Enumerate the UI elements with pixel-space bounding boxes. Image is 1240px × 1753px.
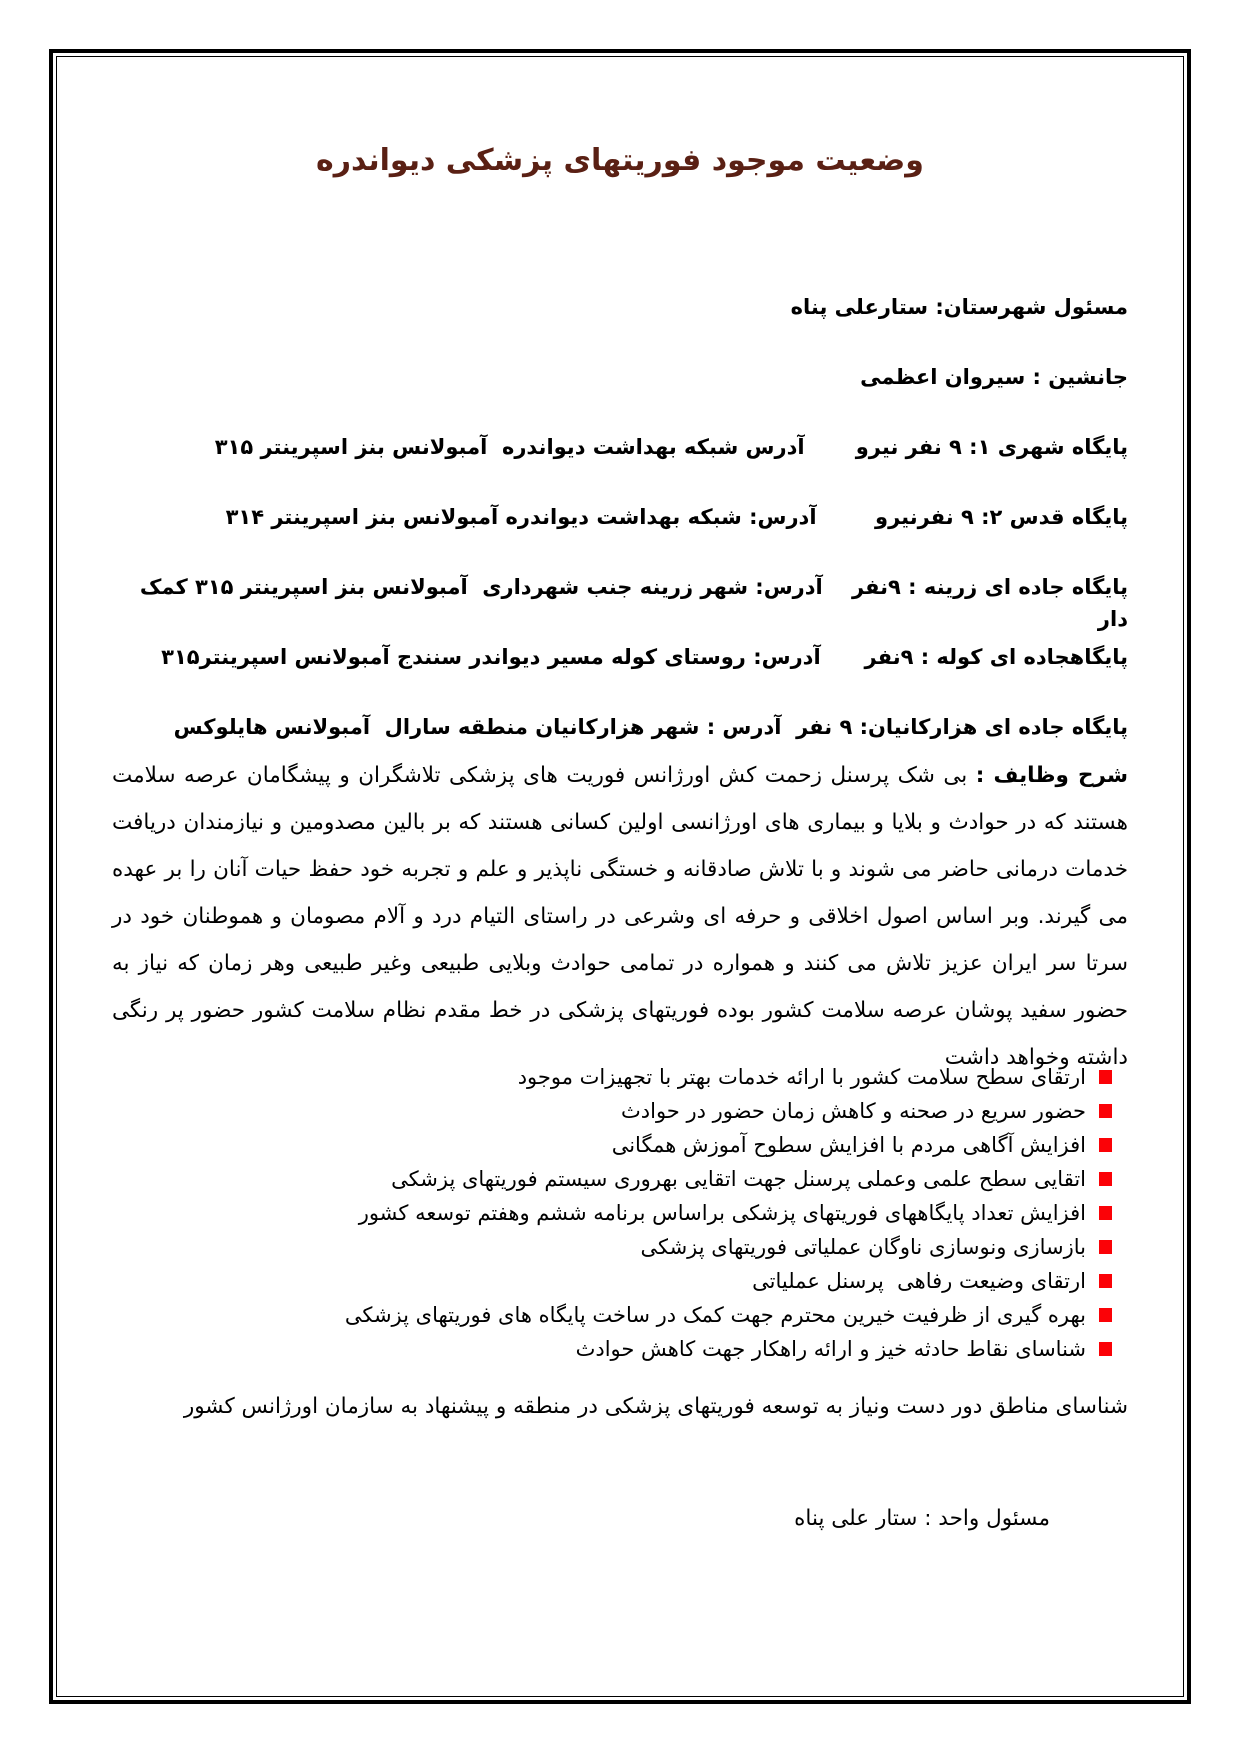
- red-square-bullet-icon: [1099, 1206, 1112, 1220]
- list-item: [112, 1162, 1112, 1196]
- red-square-bullet-icon: [1099, 1070, 1112, 1084]
- list-item-text: اتقایی سطح علمی وعملی پرسنل جهت اتقایی بهروری سیستم فوریتهای پزشکی: [391, 1167, 1086, 1191]
- list-item-text: ارتقای وضیعت رفاهی پرسنل عملیاتی: [752, 1269, 1086, 1293]
- duties-text: بی شک پرسنل زحمت کش اورژانس فوریت های پزشکی تلاشگران و پیشگامان عرصه سلامت هستند که در حوادث و بلایا و بیماری های اورژانسی اولین کسانی هستند که بر بالین مصدومین و نیازمندان دریافت خدمات درمانی حاضر می شوند و با تلاش صادقانه و خستگی ناپذیر و علم و تجربه خود حفظ حیات آنان را بر عهده می گیرند. وبر اساس اصول اخلاقی و حرفه ای وشرعی در راستای التیام درد و آلام مصومان و هموطنان خود در سرتا سر ایران عزیز تلاش می کنند و همواره در تمامی حوادث وبلایی طبیعی وغیر طبیعی وهر زمان که نیاز به حضور سفید پوشان عرصه سلامت کشور بوده فوریتهای پزشکی در خط مقدم نظام سلامت کشور حضور پر رنگی داشته وخواهد داشت: [112, 763, 1128, 1070]
- list-item-text: شناسای نقاط حادثه خیز و ارائه راهکار جهت کاهش حوادث: [575, 1337, 1086, 1361]
- red-square-bullet-icon: [1099, 1274, 1112, 1288]
- deputy-line: جانشین : سیروان اعظمی: [860, 365, 1128, 389]
- list-item-text: حضور سریع در صحنه و کاهش زمان حضور در حوادث: [621, 1099, 1086, 1123]
- list-item: [112, 1264, 1112, 1298]
- station-line-hezarkanian: پایگاه جاده ای هزارکانیان: ۹ نفر آدرس : شهر هزارکانیان منطقه سارال آمبولانس هایلوکس: [173, 715, 1128, 739]
- closing-line: شناسای مناطق دور دست ونیاز به توسعه فوریتهای پزشکی در منطقه و پیشنهاد به سازمان اورژانس کشور: [183, 1394, 1128, 1419]
- station-line-zarineh: پایگاه جاده ای زرینه : ۹نفر آدرس: شهر زرینه جنب شهرداری آمبولانس بنز اسپرینتر ۳۱۵ کمک دار: [132, 575, 1128, 631]
- station-line-qods-2: پایگاه قدس ۲: ۹ نفرنیرو آدرس: شبکه بهداشت دیواندره آمبولانس بنز اسپرینتر ۳۱۴: [225, 505, 1128, 529]
- list-item: [112, 1060, 1112, 1094]
- red-square-bullet-icon: [1099, 1240, 1112, 1254]
- goals-list: [112, 1060, 1112, 1366]
- list-item-text: افزایش تعداد پایگاههای فوریتهای پزشکی براساس برنامه ششم وهفتم توسعه کشور: [358, 1201, 1086, 1225]
- red-square-bullet-icon: [1099, 1138, 1112, 1152]
- list-item-text: بازسازی ونوسازی ناوگان عملیاتی فوریتهای پزشکی: [640, 1235, 1086, 1259]
- station-line-kouleh: پایگاهجاده ای کوله : ۹نفر آدرس: روستای کوله مسیر دیواندر سنندج آمبولانس اسپرینتر۳۱۵: [161, 645, 1128, 669]
- red-square-bullet-icon: [1099, 1308, 1112, 1322]
- signature-line: مسئول واحد : ستار علی پناه: [794, 1506, 1050, 1531]
- duties-paragraph: [112, 752, 1128, 1081]
- list-item: [112, 1332, 1112, 1366]
- duties-label: شرح وظایف :: [975, 763, 1128, 788]
- red-square-bullet-icon: [1099, 1172, 1112, 1186]
- list-item: [112, 1196, 1112, 1230]
- list-item: [112, 1094, 1112, 1128]
- document-title: وضعیت موجود فوریتهای پزشکی دیواندره: [316, 143, 924, 178]
- list-item-text: بهره گیری از ظرفیت خیرین محترم جهت کمک در ساخت پایگاه های فوریتهای پزشکی: [344, 1303, 1086, 1327]
- county-manager-line: مسئول شهرستان: ستارعلی پناه: [790, 295, 1128, 319]
- station-line-urban-1: پایگاه شهری ۱: ۹ نفر نیرو آدرس شبکه بهداشت دیواندره آمبولانس بنز اسپرینتر ۳۱۵: [214, 435, 1128, 459]
- red-square-bullet-icon: [1099, 1342, 1112, 1356]
- red-square-bullet-icon: [1099, 1104, 1112, 1118]
- list-item: [112, 1128, 1112, 1162]
- list-item: [112, 1298, 1112, 1332]
- list-item-text: افزایش آگاهی مردم با افزایش سطوح آموزش همگانی: [611, 1133, 1086, 1157]
- list-item: [112, 1230, 1112, 1264]
- list-item-text: ارتقای سطح سلامت کشور با ارائه خدمات بهتر با تجهیزات موجود: [517, 1065, 1086, 1089]
